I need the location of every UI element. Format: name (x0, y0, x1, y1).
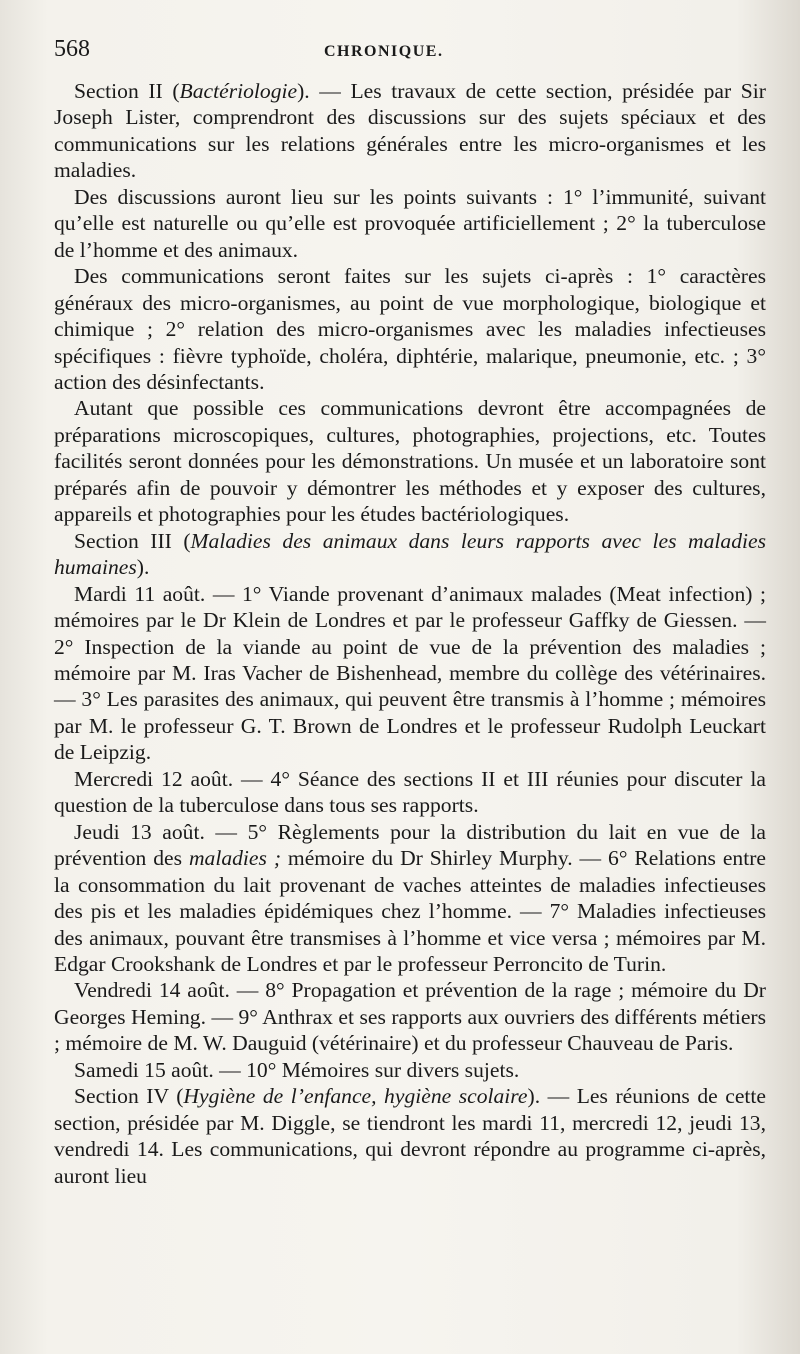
page-number: 568 (54, 36, 90, 62)
paragraph: Autant que possible ces communications devront être accompagnées de préparations microscopiques, cultures, photographies, projections, etc. Toutes facilités seront données pour les démonstrations. Un musée et un laboratoire sont préparés afin de pouvoir y démontrer les méthodes et y exposer des cultures, appareils et photographies pour les études bactériologiques. (54, 396, 766, 527)
paragraph: Mercredi 12 août. — 4° Séance des sections II et III réunies pour discuter la question de la tuberculose dans tous ses rapports. (54, 766, 766, 818)
paragraph: Vendredi 14 août. — 8° Propagation et prévention de la rage ; mémoire du Dr Georges Heming. — 9° Anthrax et ses rapports aux ouvriers des différents métiers ; mémoire de M. W. Dauguid (vétérinaire) et du professeur Chauveau de Paris. (54, 978, 766, 1056)
paragraph: Des communications seront faites sur les sujets ci-après : 1° caractères généraux des micro-organismes, au point de vue morphologique, biologique et chimique ; 2° relation des micro-organismes avec les maladies infectieuses spécifiques : fièvre typhoïde, choléra, diphtérie, malarique, pneumonie, etc. ; 3° action des désinfectants. (54, 264, 766, 394)
body-text (54, 78, 766, 1189)
paragraph: Mardi 11 août. — 1° Viande provenant d’animaux malades (Meat infection) ; mémoires par le Dr Klein de Londres et par le professeur Gaffky de Giessen. — 2° Inspection de la viande au point de vue de la prévention des maladies ; mémoire par M. Iras Vacher de Bishenhead, membre du collège des vétérinaires. — 3° Les parasites des animaux, qui peuvent être transmis à l’homme ; mémoires par M. le professeur G. T. Brown de Londres et le professeur Rudolph Leuckart de Leipzig. (54, 581, 766, 765)
paragraph: Section III (Maladies des animaux dans leurs rapports avec les maladies humaines). (54, 528, 766, 580)
paragraph: Des discussions auront lieu sur les points suivants : 1° l’immunité, suivant qu’elle est naturelle ou qu’elle est provoquée artificiellement ; 2° la tuberculose de l’homme et des animaux. (54, 184, 766, 262)
paragraph: Jeudi 13 août. — 5° Règlements pour la distribution du lait en vue de la prévention des maladies ; mémoire du Dr Shirley Murphy. — 6° Relations entre la consommation du lait provenant de vaches atteintes de maladies infectieuses des pis et les maladies épidémiques chez l’homme. — 7° Maladies infectieuses des animaux, pouvant être transmises à l’homme et vice versa ; mémoires par M. Edgar Crookshank de Londres et par le professeur Perroncito de Turin. (54, 819, 766, 976)
page-header (54, 36, 766, 76)
running-title: CHRONIQUE. (324, 43, 444, 60)
paragraph: Samedi 15 août. — 10° Mémoires sur divers sujets. (74, 1057, 520, 1082)
paragraph: Section IV (Hygiène de l’enfance, hygiène scolaire). — Les réunions de cette section, présidée par M. Diggle, se tiendront les mardi 11, mercredi 12, jeudi 13, vendredi 14. Les communications, qui devront répondre au programme ci-après, auront lieu (54, 1084, 766, 1188)
paragraph: Section II (Bactériologie). — Les travaux de cette section, présidée par Sir Joseph Lister, comprendront des discussions sur des sujets spéciaux et des communications sur les relations générales entre les micro-organismes et les maladies. (54, 79, 767, 183)
